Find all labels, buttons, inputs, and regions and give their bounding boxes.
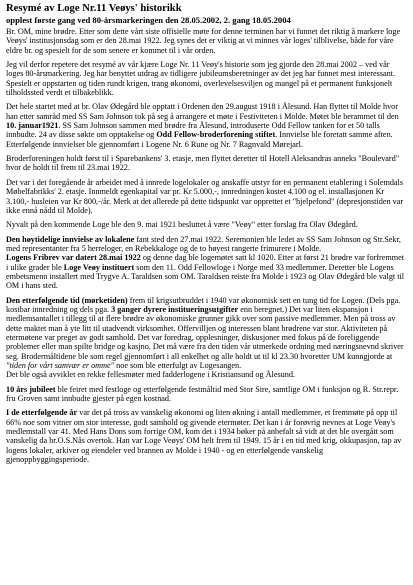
morketiden-bold: Den etterfølgende tid (mørketiden) [6,295,128,305]
fribrev-bold: Logens Fribrev var datert 28.mai 1922 [6,253,141,263]
paragraph-intro: Br. OM, mine brødre. Etter som dette vårt siste offisielle møte for denne terminen har vi funnet det riktig å markere loge Veøys' institusjonsdag som er den 28.mai 1922. Jeg synes det er viktig at vi minnes vår loges' tilblivelse, både for våre eldre br. og spesielt for de som senere er kommet til i vår orden. [6,27,401,55]
date-bold: 10. januar1921 [6,121,59,131]
text-run: frem til krigsutbruddet i 1940 var økonomisk sett en tung tid for Logen. (Dels pga. kostbar innredning og dels pga. [6,295,401,314]
text-run: fant sted den 27.mai 1922. Seremonien ble ledet av SS Sam Johnson og Str.Sekr, med representanter fra 5 herreloger, en Rebekkaloge og de to høyest rangerte frimurere i Molde. [6,234,401,253]
text-run: . SS Sam Johnson sammen med brødre fra Ålesund, introduserte Odd Fellow tanken for et 50 talls innbudte. 24 av disse søkte om opptakelse og [6,121,380,140]
paragraph-lokaler: Det var i det foregående år arbeidet med å innrede logelokaler og anskaffe utstyr for en permanent etablering i Solemdals Møbelfabrikks' 2. etasje. Innmeldt egenkapital var pr. Kr 5.000,-, innredningen kostet 4.100 og el. installasjonen Kr 3.100,- husleien var Kr 800,-/år. Merk at det allerede på dette tidspunkt var opprettet et "hjelpefond" (depresjonstiden var ikke ennå nådd til Molde). [6,177,404,215]
paragraph-fribrev [6,253,407,290]
paragraph-resume: Jeg vil derfor repetere det resymé av vår kjære Loge Nr. 11 Veøy's historie som jeg gjorde den 28.mai 2002 – ved vår loges 80-årsmarkering. Jeg har benyttet utdrag av tidligere jubileumsberetninger av det jeg har funnet mest interessant. Spesielt er oppstarten og tiden rundt krigen, trang økonomi, overlevelsesviljen og mangel på et permanent funksjonelt tilholdssted verdt et tilbakeblikk. [6,60,396,98]
paragraph-fellesmoter: Det ble også avviklet en rekke fellesmøter med fadderlogene i Kristiansund og Ålesund. [6,370,295,380]
instituert-bold: Loge Veøy instituert [63,262,135,272]
etterfolgende-bold: I de etterfølgende år [6,408,78,418]
text-run: . Innvielse ble foretatt samme aften. Etterfølgende innvielser ble gjennomført i Logene Nr. 6 Rune og Nr. 7 Ragnvald Mørejarl. [6,130,393,149]
founding-bold: Odd Fellow-broderforening stiftet [156,130,276,140]
jubileum-bold: 10 års jubileet [6,384,56,394]
paragraph-innvielse [6,235,407,254]
text-run: noe som ble etterfulgt av Logesangen. [114,361,242,370]
document-title: Resymé av Loge Nr.11 Veøys' historikk [6,3,182,14]
text-run: og denne dag ble logemøtet satt kl 1020. Etter at først 21 brødre var forfremmet i ulike grader ble [6,253,405,272]
text-run: Det hele startet med at br. Olav Ødegård ble opptatt i Ordenen den 29.august 1918 i Ålesund. Han flyttet til Molde hvor han etter samråd med SS Sam Johnson tok på seg å arrangere et møte i Festiviteten i Molde. Møtet ble berammet til den [6,102,399,121]
paragraph-start [6,102,407,149]
utgifter-bold: 3 ganger dyrere institueringsutgifter [111,304,239,314]
quote-italic: "tiden for vårt samvær er omme" [6,361,115,370]
paragraph-navn: Nyvalt på den kommende Loge ble den 9. mai 1921 besluttet å være "Veøy" etter forslag fra Olav Ødegård. [6,220,358,230]
paragraph-etterfolgende-ar [6,408,407,464]
paragraph-jubileum [6,385,407,404]
paragraph-broderforeningen: Broderforeningen holdt først til i Sparebankens' 3. etasje, men flyttet deretter til Hotell Aleksandras anneks "Boulevard" hvor de holdt til frem til 23.mai 1922. [6,154,400,173]
text-run: som den 11. Odd Fellowloge i Norge med 33 medlemmer. Deretter ble Logens embetsmenn installert med Trygve A. Taraldsen som OM. Taraldsen reiste fra Molde i 1923 og Olav Ødegård ble valgt til OM i hans sted. [6,262,405,291]
text-run: var det på tross av vanskelig økonomi og liten økning i antall medlemmer, et fremmøte på opp til 66% noe som vitner om stor interesse, godt samhold og givende etermøter. Det kan i år forøvrig nevnes at Loge Veøy's medlemstall var 41. Med Hans Dons som forrige OM, kom det i 1934 bøker på anbefalt så vidt at det ble overgått som vanskelig da br.O.S.Nås overtok. Han var Loge Veøys' OM helt frem til 1949. 15 år i en tid med krig, okkupasjon, tap av logens lokaler, arkiver og eiendeler ved brannen av Molde i 1940 - og en etterfølgende vanskelig gjenoppbyggingsperiode. [6,408,402,465]
text-run: ble feiret med festloge og etterfølgende festmåltid med Stor Sire, samtlige OM i funksjon og R. Str.repr. fru Groven samt innbudte gjester på egen kostnad. [6,384,399,404]
document-subtitle: opplest første gang ved 80-årsmarkeringen den 28.05.2002, 2. gang 18.05.2004 [6,15,291,25]
innvielse-bold: Den høytidelige innvielse av lokalene [6,234,135,244]
paragraph-morketiden [6,296,407,371]
text-run: enn beregnet.) Det var liten ekspansjon i medlemsantallet i tillegg til at flere brødre av økonomiske grunner gikk over som passive medlemmer. Men på tross av dette maktet man å yte litt til utadvendt virksomhet. Offervilljen og interessen blant brødrene var stor. Aktiviteten på etermøtene var preget av godt samhold. Det var foredrag, opplesninger, diskusjoner med fokus på de foreliggende problemer eller man spilte bridge og kasjno. Det må være fra den tiden vår utmerkede ordning med næringsnevnd skriver seg. Brodermåltidene ble som regel gjennomført i all enkelhet og alle holdt ut til kl 23.30 hvoretter UM kunngjorde at [6,304,404,361]
